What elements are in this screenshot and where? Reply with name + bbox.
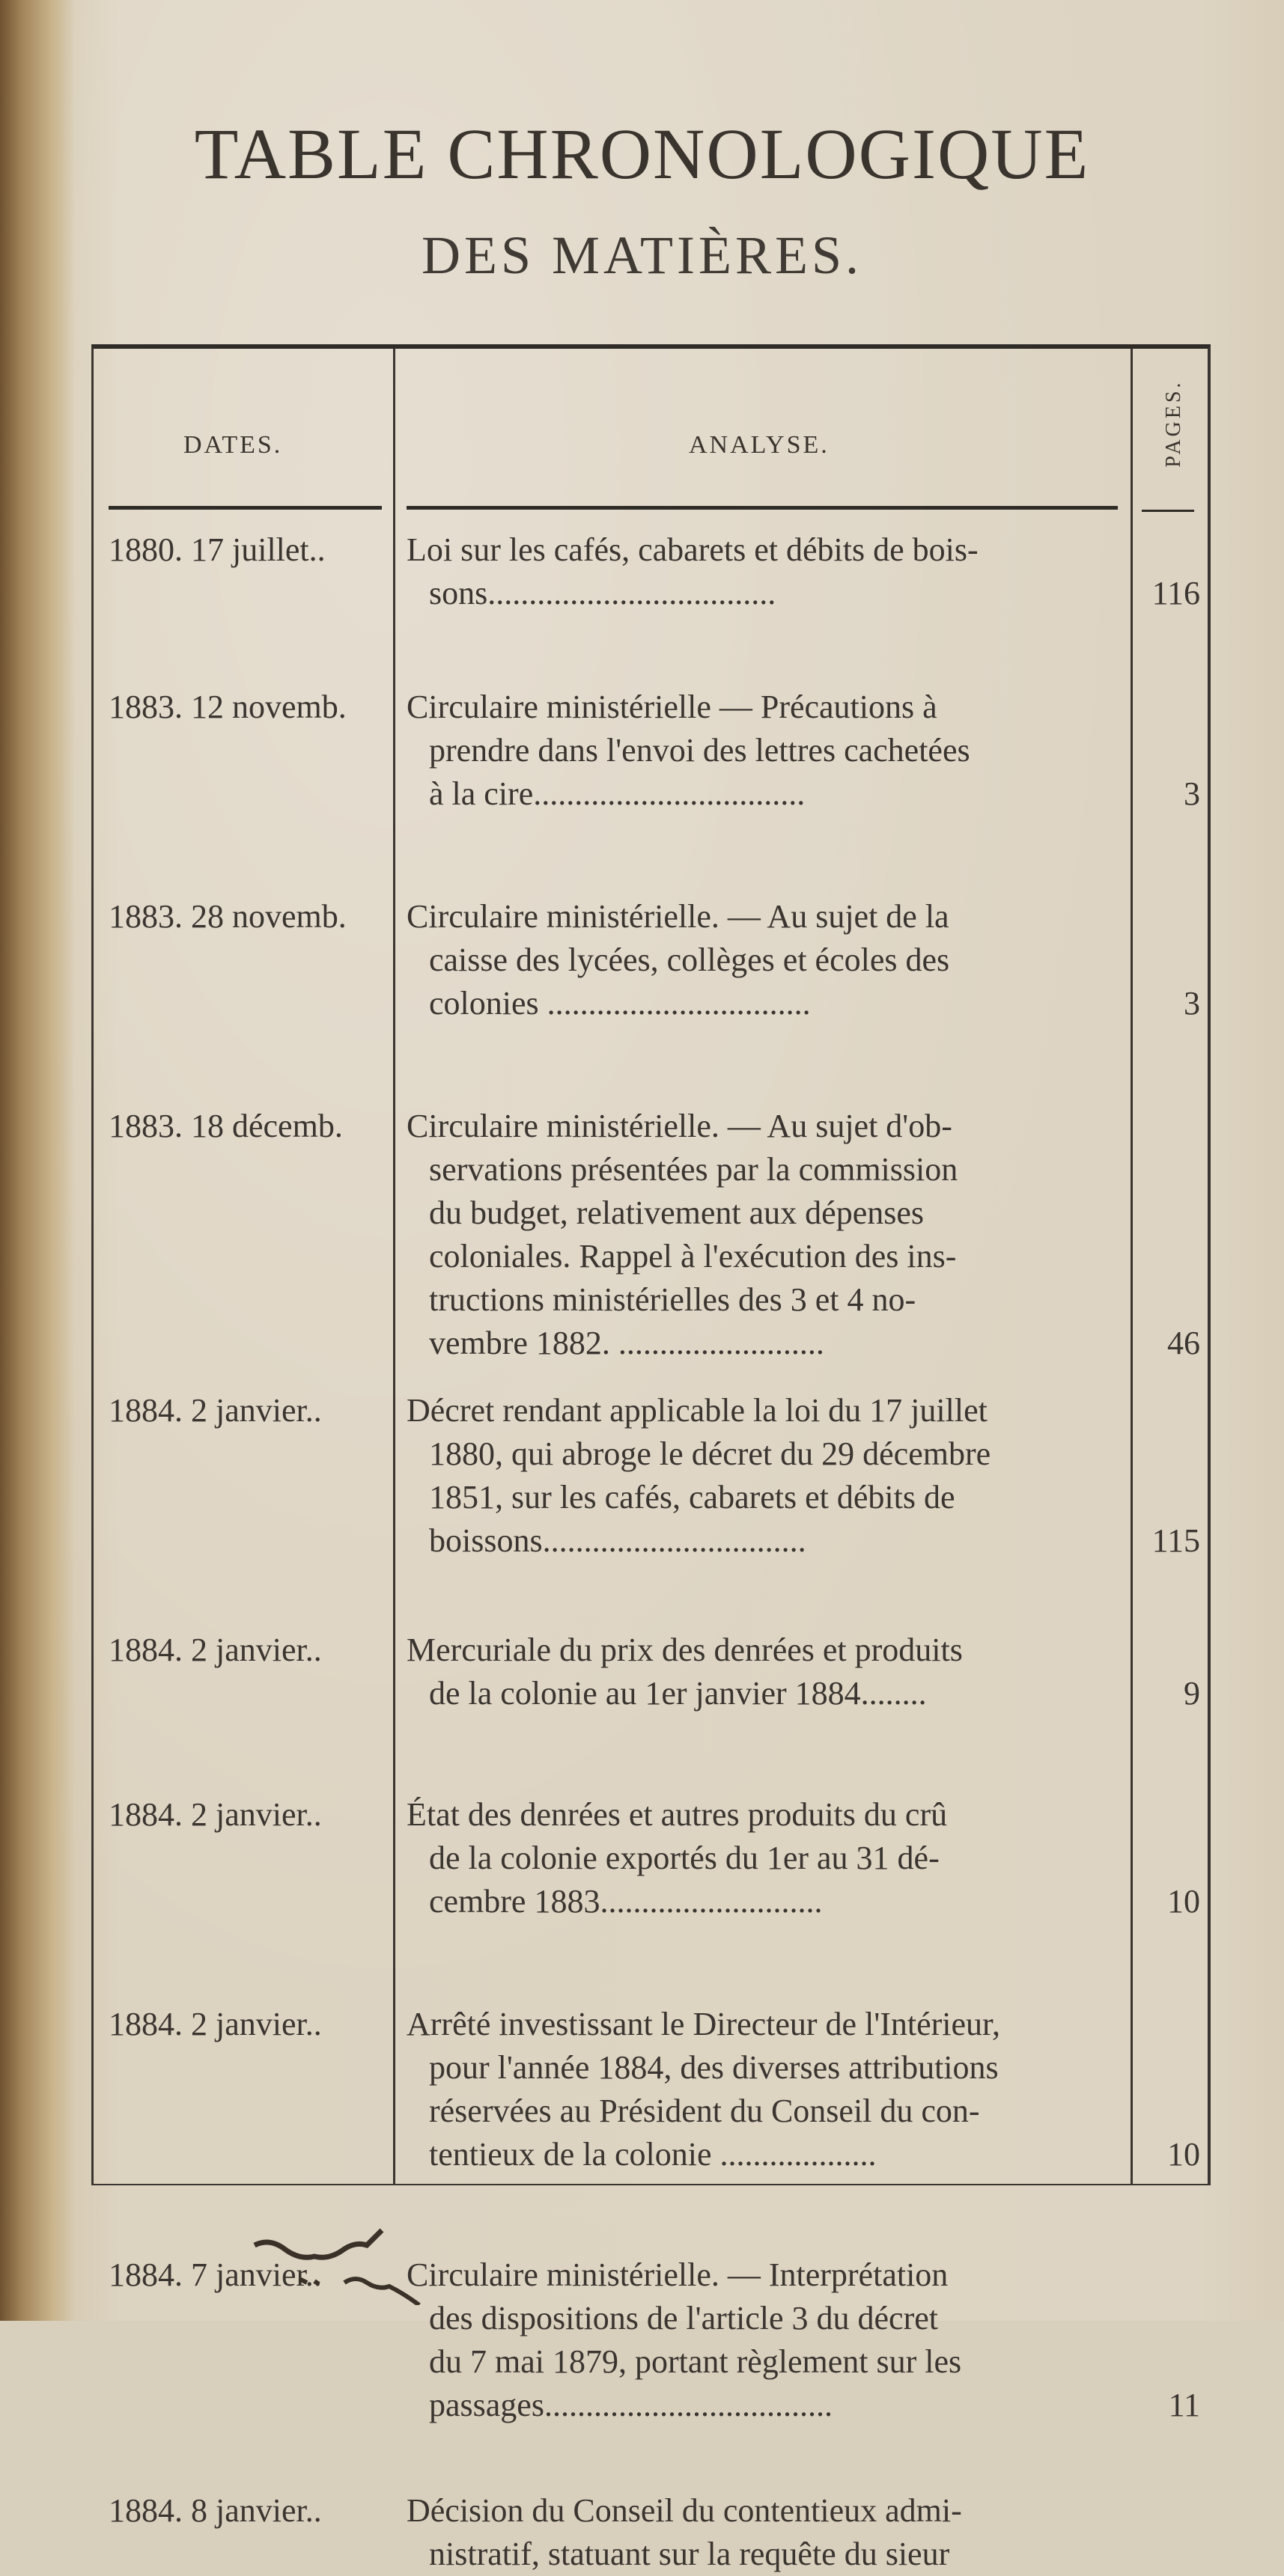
- row-page-number: 115: [1151, 1522, 1200, 1559]
- analysis-line: du 7 mai 1879, portant règlement sur les: [429, 2343, 962, 2380]
- row-date: 1884. 2 janvier..: [109, 1796, 322, 1833]
- row-page-number: 116: [1151, 575, 1200, 611]
- analysis-line: du budget, relativement aux dépenses: [429, 1194, 925, 1231]
- row-page-number: 3: [1184, 775, 1200, 812]
- analysis-line: Circulaire ministérielle. — Au sujet de la: [407, 898, 949, 935]
- row-page-number: 11: [1168, 2387, 1200, 2423]
- row-date: 1880. 17 juillet..: [109, 531, 326, 568]
- row-analysis: [407, 2003, 1125, 2176]
- page-title: TABLE CHRONOLOGIQUE: [194, 114, 1090, 194]
- row-date: 1884. 2 janvier..: [109, 1392, 322, 1429]
- row-analysis: [407, 1105, 1125, 1365]
- analysis-line: à la cire.................................: [429, 775, 806, 812]
- row-page-number: 10: [1167, 2136, 1200, 2173]
- analysis-line: coloniales. Rappel à l'exécution des ins-: [429, 1238, 957, 1275]
- analysis-line: de la colonie exportés du 1er au 31 dé-: [429, 1840, 940, 1876]
- row-analysis: [407, 528, 1125, 615]
- row-date: 1883. 18 décemb.: [109, 1108, 343, 1144]
- row-analysis: [407, 686, 1125, 816]
- header-rule-analyse: [407, 506, 1118, 510]
- analysis-line: pour l'année 1884, des diverses attributions: [429, 2049, 999, 2086]
- analysis-line: 1851, sur les cafés, cabarets et débits de: [429, 1479, 955, 1516]
- analysis-line: cembre 1883...........................: [429, 1883, 823, 1920]
- analysis-line: colonies ................................: [429, 985, 811, 1022]
- header-analyse: ANALYSE.: [689, 431, 830, 459]
- row-date: 1883. 12 novemb.: [109, 689, 347, 725]
- analysis-line: passages...................................: [429, 2387, 833, 2423]
- row-analysis: [407, 1793, 1125, 1923]
- analysis-line: Circulaire ministérielle. — Au sujet d'ob-: [407, 1108, 952, 1144]
- analysis-line: Loi sur les cafés, cabarets et débits de bois-: [407, 531, 979, 568]
- row-page-number: 3: [1184, 985, 1200, 1022]
- analysis-line: Décision du Conseil du contentieux admi-: [407, 2492, 962, 2529]
- column-divider-dates: [393, 349, 395, 2184]
- column-divider-pages: [1131, 349, 1133, 2184]
- analysis-line: boissons................................: [429, 1522, 806, 1559]
- row-analysis: [407, 2489, 1125, 2576]
- analysis-line: État des denrées et autres produits du crû: [407, 1796, 948, 1833]
- book-spine-edge: [0, 0, 75, 2321]
- page-subtitle: DES MATIÈRES.: [421, 225, 863, 285]
- analysis-line: vembre 1882. .........................: [429, 1325, 824, 1361]
- analysis-line: Décret rendant applicable la loi du 17 juillet: [407, 1392, 988, 1429]
- row-date: 1883. 28 novemb.: [109, 898, 347, 935]
- row-page-number: 9: [1184, 1675, 1200, 1712]
- chronological-table: [91, 344, 1211, 2572]
- analysis-line: Mercuriale du prix des denrées et produits: [407, 1632, 963, 1668]
- analysis-line: nistratif, statuant sur la requête du sieur: [429, 2536, 950, 2572]
- analysis-line: sons...................................: [429, 575, 776, 611]
- row-analysis: [407, 895, 1125, 1025]
- header-rule-pages: [1142, 510, 1194, 512]
- analysis-line: des dispositions de l'article 3 du décret: [429, 2300, 938, 2337]
- analysis-line: servations présentées par la commission: [429, 1151, 958, 1188]
- row-date: 1884. 7 janvier..: [109, 2256, 322, 2293]
- header-dates: DATES.: [183, 431, 283, 459]
- row-analysis: [407, 1389, 1125, 1563]
- row-analysis: [407, 1629, 1125, 1715]
- analysis-line: tentieux de la colonie ...................: [429, 2136, 877, 2173]
- analysis-line: Circulaire ministérielle — Précautions à: [407, 689, 937, 725]
- ink-scrawl-mark: [240, 2215, 539, 2305]
- header-rule-dates: [109, 506, 382, 510]
- row-page-number: 10: [1167, 1883, 1200, 1920]
- analysis-line: 1880, qui abroge le décret du 29 décembre: [429, 1435, 991, 1472]
- analysis-line: de la colonie au 1er janvier 1884........: [429, 1675, 927, 1712]
- analysis-line: tructions ministérielles des 3 et 4 no-: [429, 1281, 916, 1318]
- row-date: 1884. 8 janvier..: [109, 2492, 322, 2529]
- row-date: 1884. 2 janvier..: [109, 1632, 322, 1668]
- analysis-line: Arrêté investissant le Directeur de l'Intérieur,: [407, 2006, 1000, 2042]
- row-date: 1884. 2 janvier..: [109, 2006, 322, 2042]
- analysis-line: prendre dans l'envoi des lettres cachetées: [429, 732, 970, 769]
- analysis-line: Circulaire ministérielle. — Interprétation: [407, 2256, 949, 2293]
- row-page-number: 46: [1167, 1325, 1200, 1361]
- analysis-line: caisse des lycées, collèges et écoles des: [429, 941, 950, 978]
- analysis-line: réservées au Président du Conseil du con-: [429, 2093, 980, 2129]
- header-pages: PAGES.: [1162, 379, 1185, 468]
